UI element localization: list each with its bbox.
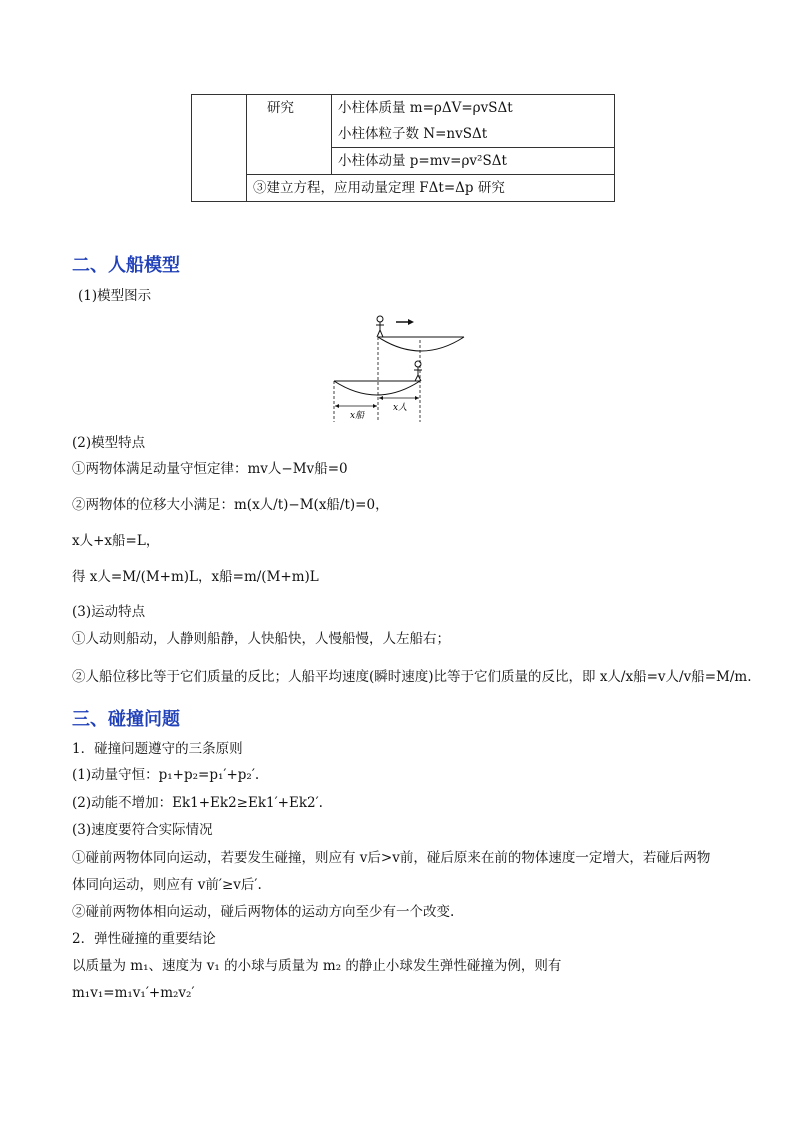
collision-p5b: 体同向运动，则应有 v前′≥v后′.	[72, 877, 262, 893]
motion-2: ②人船位移比等于它们质量的反比；人船平均速度(瞬时速度)比等于它们质量的反比，即 x人/x船=v人/v船=M/m.	[72, 669, 752, 685]
fig-label-chuan: x船	[350, 411, 365, 421]
collision-p1: 1．碰撞问题遵守的三条原则	[72, 741, 243, 757]
table-label-cell: 研究	[247, 95, 332, 175]
table-row1-line2: 小柱体粒子数 N=nvSΔt	[338, 126, 488, 142]
collision-p2: (1)动量守恒：p₁+p₂=p₁′+p₂′.	[72, 767, 260, 783]
collision-p4: (3)速度要符合实际情况	[72, 822, 213, 838]
collision-p6: ②碰前两物体相向运动，碰后两物体的运动方向至少有一个改变.	[72, 904, 455, 920]
boat-after	[334, 381, 420, 395]
person-before-icon	[376, 316, 384, 337]
arrow-right-icon	[396, 319, 414, 325]
table-equation-cell: ③建立方程，应用动量定理 FΔt=Δp 研究	[247, 175, 615, 202]
collision-p3: (2)动能不增加：Ek1+Ek2≥Ek1′+Ek2′.	[72, 795, 323, 811]
collision-p8: 以质量为 m₁、速度为 v₁ 的小球与质量为 m₂ 的静止小球发生弹性碰撞为例，则有	[72, 958, 562, 974]
boat-before	[378, 337, 464, 351]
table-momentum-cell: 小柱体动量 p=mv=ρv²SΔt	[332, 148, 615, 175]
section2-heading: 二、人船模型	[72, 255, 180, 276]
feature-2: ②两物体的位移大小满足：m(x人/t)−M(x船/t)=0，	[72, 497, 389, 513]
table-blank-cell	[192, 95, 247, 202]
fig-title: (1)模型图示	[78, 288, 152, 304]
table-mass-cell	[332, 95, 615, 148]
feature-3: x人+x船=L，	[72, 533, 160, 549]
motion-title: (3)运动特点	[72, 604, 146, 620]
boat-model-figure	[330, 310, 470, 428]
section3-heading: 三、碰撞问题	[72, 709, 180, 730]
fig-label-ren: x人	[393, 403, 408, 413]
collision-p5a: ①碰前两物体同向运动，若要发生碰撞，则应有 v后>v前，碰后原来在前的物体速度一定增大，若碰后两物	[72, 850, 711, 866]
person-after-icon	[414, 361, 422, 381]
features-title: (2)模型特点	[72, 435, 146, 451]
table-row1-line1: 小柱体质量 m=ρΔV=ρvSΔt	[338, 100, 513, 116]
feature-4: 得 x人=M/(M+m)L，x船=m/(M+m)L	[72, 569, 319, 585]
momentum-table	[191, 94, 615, 202]
collision-p9: m₁v₁=m₁v₁′+m₂v₂′	[72, 985, 195, 1001]
motion-1: ①人动则船动，人静则船静，人快船快，人慢船慢，人左船右；	[72, 631, 450, 647]
feature-1: ①两物体满足动量守恒定律：mv人−Mv船=0	[72, 461, 348, 477]
collision-p7: 2．弹性碰撞的重要结论	[72, 931, 216, 947]
